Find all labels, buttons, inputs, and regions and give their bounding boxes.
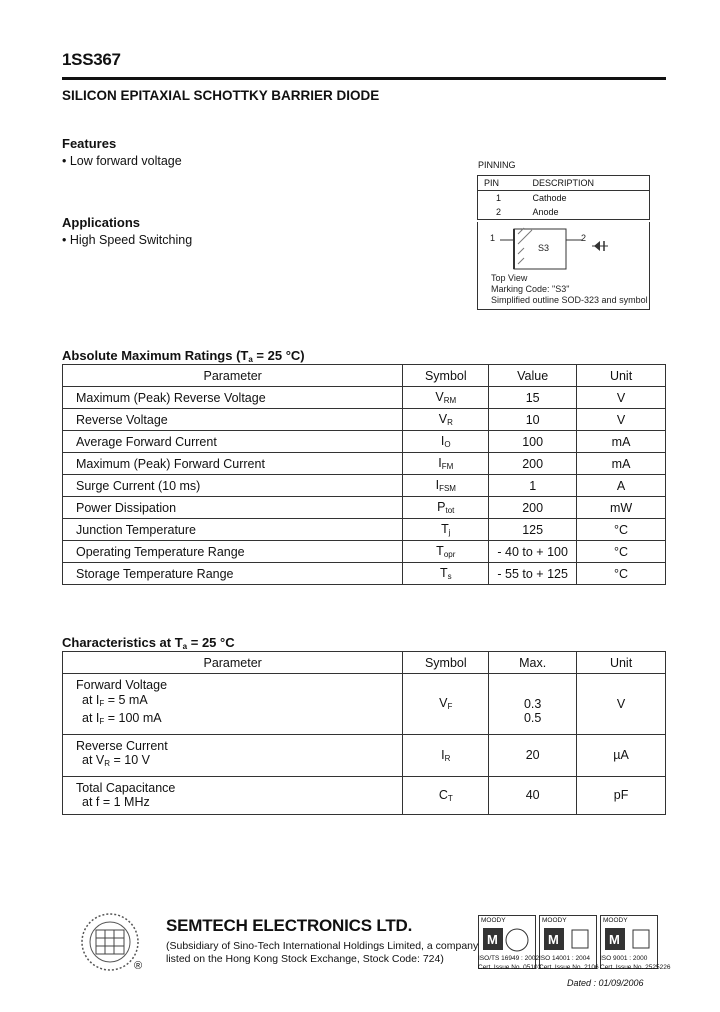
pinning-table [477,175,650,220]
row-unit: mW [577,497,666,519]
row-unit: V [577,387,666,409]
table-row [63,453,666,475]
row-value: 10 [489,409,577,431]
row-unit: pF [577,776,666,814]
table-row [63,409,666,431]
part-number: 1SS367 [62,50,121,69]
features-item: • Low forward voltage [62,154,182,168]
row-parameter: Total Capacitance at f = 1 MHz [63,776,403,814]
svg-text:M: M [548,932,559,947]
company-subsidiary-note: (Subsidiary of Sino-Tech International Holdings Limited, a company listed on the Hong Kong Stock Exchange, Stock Code: 724) [166,940,479,965]
outline-note: Simplified outline SOD-323 and symbol [491,295,648,305]
abs-max-title: Absolute Maximum Ratings ($T_a = 25$ °C) [62,348,305,364]
row-unit: mA [577,431,666,453]
company-name: SEMTECH ELECTRONICS LTD. [166,916,413,935]
cert-caption: Cert. Issue No. 05103 [478,964,542,971]
dated-label: Dated : 01/09/2006 [567,978,644,988]
table-row [63,541,666,563]
table-row [63,497,666,519]
pin1-label: 1 [490,233,496,243]
pin-description: Cathode [532,193,567,203]
row-symbol: $T_s$ [403,563,489,585]
page-subtitle: SILICON EPITAXIAL SCHOTTKY BARRIER DIODE [62,88,380,103]
pinning-title: PINNING [478,160,516,170]
row-parameter: Average Forward Current [63,431,403,453]
row-parameter: Maximum (Peak) Forward Current [63,453,403,475]
col-header-symbol: Symbol [403,652,489,674]
abs-max-table [62,364,666,585]
iso-9001-certificate: MOODY M [600,915,658,969]
table-row [63,776,666,814]
iso-ts-certificate: MOODY M [478,915,536,969]
row-symbol: $V_F$ [403,674,489,735]
row-symbol: $I_O$ [403,431,489,453]
cert-caption: ISO 9001 : 2000 [600,955,648,962]
row-parameter: Power Dissipation [63,497,403,519]
row-parameter: Reverse Voltage [63,409,403,431]
characteristics-table [62,651,666,815]
row-symbol: $T_{opr}$ [403,541,489,563]
row-symbol: $T_j$ [403,519,489,541]
company-logo [76,910,156,978]
table-row [63,563,666,585]
table-header-row [63,365,666,387]
table-row [63,387,666,409]
row-symbol: $C_T$ [403,776,489,814]
pin-description: Anode [532,207,559,217]
col-header-value: Value [489,365,577,387]
pin-number: 2 [496,207,502,217]
svg-text:M: M [487,932,498,947]
table-row [63,674,666,735]
row-symbol: $P_{tot}$ [403,497,489,519]
row-value: - 55 to + 125 [489,563,577,585]
row-value: 100 [489,431,577,453]
marking-label: S3 [538,243,550,253]
applications-item: • High Speed Switching [62,233,193,247]
features-heading: Features [62,136,117,151]
row-value: 125 [489,519,577,541]
table-row [63,734,666,776]
row-value: 15 [489,387,577,409]
cert-caption: ISO/TS 16949 : 2002 [478,955,540,962]
desc-col-header: DESCRIPTION [527,176,650,191]
row-symbol: $V_R$ [403,409,489,431]
header-rule [62,77,666,80]
table-row [63,475,666,497]
row-value: 1 [489,475,577,497]
characteristics-title: Characteristics at $T_a = 25$ °C [62,635,235,651]
row-parameter: Forward Voltage at $I_F = 5$ mA at $I_F = 100$ mA [63,674,403,735]
row-value: 200 [489,497,577,519]
row-unit: V [577,409,666,431]
row-symbol: $V_{RM}$ [403,387,489,409]
row-value: 200 [489,453,577,475]
col-header-symbol: Symbol [403,365,489,387]
iso-14001-certificate: MOODY M [539,915,597,969]
row-unit: µA [577,734,666,776]
table-row [63,431,666,453]
row-symbol: $I_R$ [403,734,489,776]
row-max: 40 [489,776,577,814]
top-view-note: Top View [491,273,528,283]
pin-col-header: PIN [478,176,527,191]
row-parameter: Reverse Current at $V_R = 10$ V [63,734,403,776]
row-parameter: Maximum (Peak) Reverse Voltage [63,387,403,409]
registered-mark: ® [134,960,143,972]
col-header-parameter: Parameter [63,652,403,674]
table-row [63,519,666,541]
row-unit: mA [577,453,666,475]
applications-heading: Applications [62,215,141,230]
row-parameter: Storage Temperature Range [63,563,403,585]
row-max: 0.3 0.5 [489,674,577,735]
pin-number: 1 [496,193,502,203]
col-header-unit: Unit [577,652,666,674]
col-header-parameter: Parameter [63,365,403,387]
row-symbol: $I_{FM}$ [403,453,489,475]
pin2-label: 2 [581,233,587,243]
package-outline-box [477,222,650,310]
row-parameter: Junction Temperature [63,519,403,541]
col-header-unit: Unit [577,365,666,387]
row-unit: V [577,674,666,735]
cert-caption: Cert. Issue No. 2106 [539,964,599,971]
marking-code-note: Marking Code: "S3" [491,284,570,294]
col-header-max: Max. [489,652,577,674]
row-symbol: $I_{FSM}$ [403,475,489,497]
row-unit: °C [577,563,666,585]
row-parameter: Surge Current (10 ms) [63,475,403,497]
cert-caption: ISO 14001 : 2004 [539,955,590,962]
row-value: - 40 to + 100 [489,541,577,563]
row-parameter: Operating Temperature Range [63,541,403,563]
row-max: 20 [489,734,577,776]
row-unit: A [577,475,666,497]
svg-text:M: M [609,932,620,947]
row-unit: °C [577,541,666,563]
cert-caption: Cert. Issue No. 2525226 [600,964,671,971]
row-unit: °C [577,519,666,541]
table-header-row [63,652,666,674]
